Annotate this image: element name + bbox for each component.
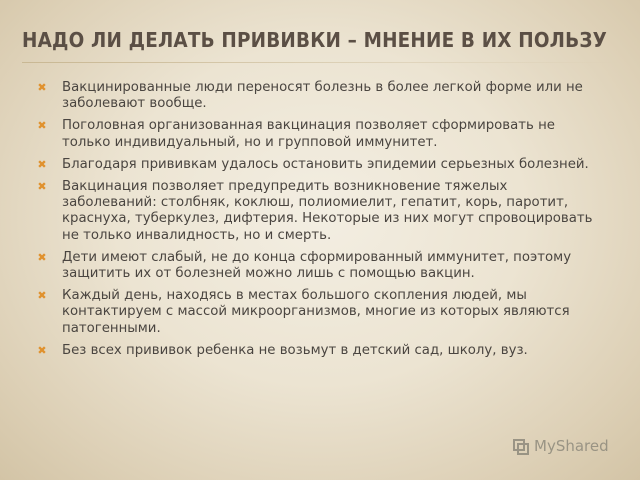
bullet-text: Вакцинированные люди переносят болезнь в более легкой форме или не заболевают вообще. — [62, 80, 583, 112]
watermark — [512, 436, 609, 456]
list-item — [36, 343, 606, 359]
watermark-text: MyShared — [534, 437, 609, 455]
x-mark-icon: ✖ — [37, 180, 47, 194]
bullet-text: Дети имеют слабый, не до конца сформированный иммунитет, поэтому защитить их от болезней можно лишь с помощью вакцин. — [62, 249, 572, 282]
slide-title: НАДО ЛИ ДЕЛАТЬ ПРИВИВКИ – МНЕНИЕ В ИХ ПОЛЬЗУ — [22, 28, 607, 52]
bullet-text: Благодаря прививкам удалось остановить эпидемии серьезных болезней. — [62, 156, 589, 172]
list-item — [36, 118, 606, 150]
myshared-logo-icon — [512, 436, 530, 456]
bullet-text: Каждый день, находясь в местах большого скопления людей, мы контактируем с массой микроорганизмов, многие из которых являются патогенными. — [62, 288, 570, 336]
x-mark-icon: ✖ — [37, 250, 47, 264]
x-mark-icon: ✖ — [37, 157, 47, 171]
bullet-text: Поголовная организованная вакцинация позволяет сформировать не только индивидуальный, но и групповой иммунитет. — [62, 118, 555, 150]
x-mark-icon: ✖ — [37, 343, 47, 357]
title-divider — [22, 62, 618, 63]
list-item — [36, 157, 606, 173]
x-mark-icon: ✖ — [37, 119, 47, 133]
list-item — [36, 288, 606, 337]
x-mark-icon: ✖ — [37, 81, 47, 94]
list-item — [36, 250, 606, 282]
bullet-text: Без всех прививок ребенка не возьмут в детский сад, школу, вуз. — [62, 342, 528, 358]
bullet-text: Вакцинация позволяет предупредить возникновение тяжелых заболеваний: столбняк, коклюш, полиомиелит, гепатит, корь, паротит, краснуха, туберкулез, дифтерия. Некоторые из них могут спровоцировать не только инвалидность, но и смерть. — [62, 179, 593, 243]
bullet-list — [36, 80, 606, 365]
list-item — [36, 179, 606, 244]
list-item — [36, 80, 606, 112]
x-mark-icon: ✖ — [37, 289, 47, 303]
